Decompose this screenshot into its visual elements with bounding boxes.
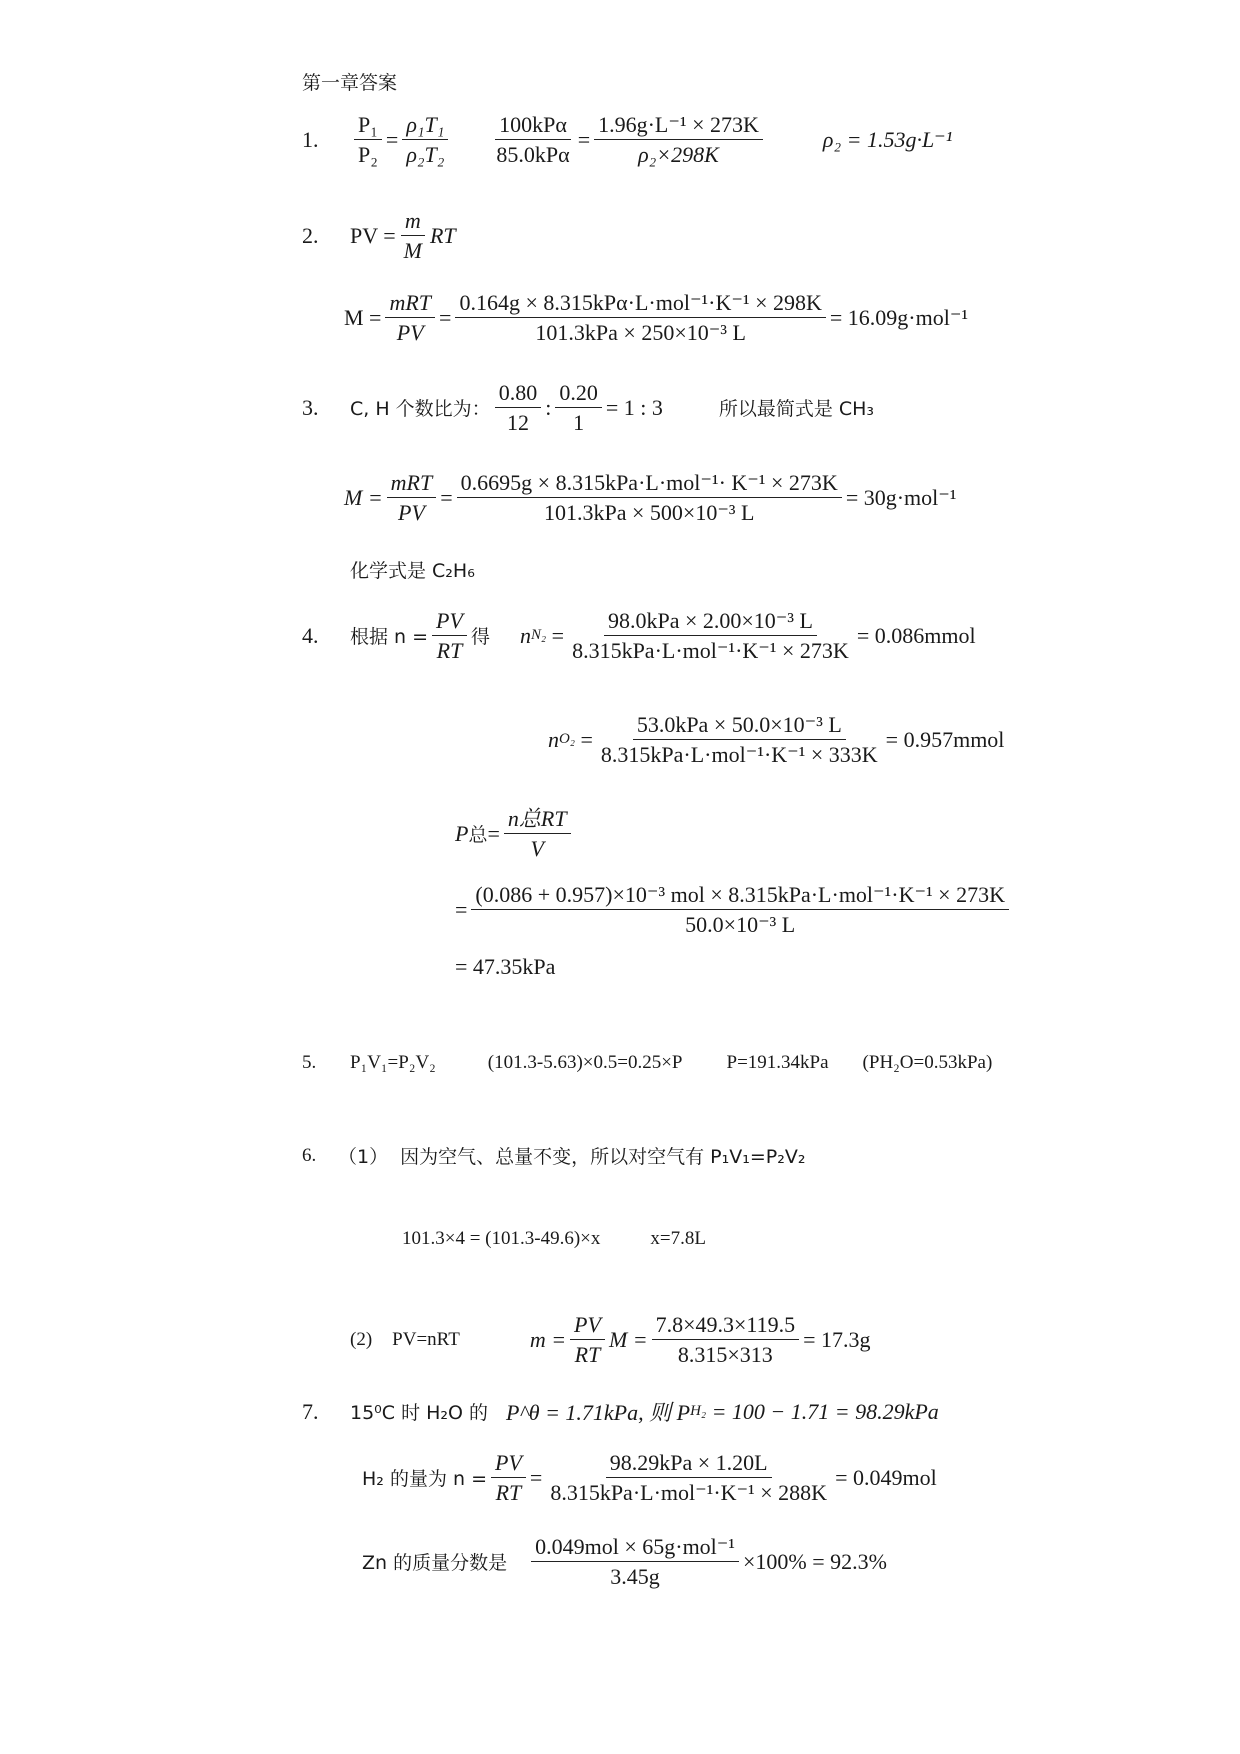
subscript: 总 — [468, 824, 488, 847]
result: = 30g·mol⁻¹ — [845, 484, 957, 510]
problem-1: 1. $\frac{\text{P₁}}{\text{P₂}}$ = $\frac{\text{ρ₁T₁}}{\text{ρ₂T₂}}$ $\frac{\text{100kPα}}{\text{85.0kPα}}$ = $\frac{\text{1.96g·L⁻¹ × 273K}}{\text{ρ₂×298K}}$ ρ₂ = 1.53g·L⁻¹ — [302, 112, 953, 168]
numerator: ρ₁T₁ — [402, 112, 448, 140]
fraction — [546, 1450, 831, 1506]
result: ×100% = 92.3% — [743, 1548, 887, 1574]
formula-text: 所以最简式是 CH₃ — [718, 398, 875, 421]
problem-number: 1. — [302, 126, 319, 152]
fraction — [400, 208, 426, 264]
denominator: ρ₂T₂ — [406, 142, 445, 168]
part-text: 因为空气、总量不变，所以对空气有 P₁V₁=P₂V₂ — [400, 1146, 806, 1168]
denominator: RT — [436, 638, 463, 664]
ratio-label: C, H 个数比为： — [350, 398, 491, 421]
problem-3-molar-mass: M = $\frac{\text{mRT}}{PV}$ = $\frac{\text{0.6695g × 8.315kPa·L·mol⁻¹· K⁻¹ × 273K}}{\text{101.3kPa × 500×10⁻³ L}}$ = 30g·mol⁻¹ — [344, 470, 957, 526]
subscript: H₂ — [690, 1403, 707, 1419]
result: = 1 : 3 — [605, 394, 663, 420]
fraction — [594, 112, 763, 168]
fraction — [457, 470, 842, 526]
part-text: PV=nRT — [392, 1328, 460, 1350]
fraction — [555, 380, 602, 436]
problem-4-result: = 47.35kPa — [455, 954, 556, 979]
problem-6 — [302, 1142, 805, 1169]
fraction — [387, 470, 437, 526]
denominator: PV — [396, 320, 424, 346]
equation-lhs: H₂ 的量为 n = — [362, 1468, 487, 1491]
equation: 101.3×4 = (101.3-49.6)×x — [402, 1228, 601, 1249]
numerator: n总RT — [504, 806, 571, 834]
basis-text: 根据 n = — [350, 626, 429, 649]
subscript: O₂ — [559, 731, 575, 748]
problem-6-equation — [402, 1228, 706, 1250]
problem-number: 3. — [302, 394, 319, 420]
numerator: 53.0kPa × 50.0×10⁻³ L — [633, 712, 846, 740]
problem-4-pressure-calc: = $\frac{\text{(0.086 + 0.957)×10⁻³ mol × 8.315kPa·L·mol⁻¹·K⁻¹ × 273K}}{\text{50.0×10⁻³ L}}$ — [455, 882, 1013, 938]
equation-lhs: PV = — [350, 222, 396, 248]
fraction — [354, 112, 382, 168]
denominator: 50.0×10⁻³ L — [685, 912, 796, 938]
note: (PH₂O=0.53kPa) — [862, 1052, 993, 1073]
part-label: (2) — [350, 1328, 373, 1350]
fraction — [531, 1534, 739, 1590]
numerator: 0.6695g × 8.315kPa·L·mol⁻¹· K⁻¹ × 273K — [457, 470, 842, 498]
problem-number: 4. — [302, 622, 319, 648]
denominator: 8.315kPa·L·mol⁻¹·K⁻¹ × 333K — [600, 742, 878, 768]
equation-rhs: RT — [429, 222, 456, 248]
numerator: 98.29kPa × 1.20L — [606, 1450, 772, 1478]
equation-mid: M = — [608, 1326, 648, 1352]
fraction — [504, 806, 571, 862]
problem-2 — [302, 208, 456, 264]
numerator: P₁ — [354, 112, 382, 140]
fraction — [570, 1312, 605, 1368]
problem-4: 4. 根据 n = $\frac{PV}{RT}$ 得 n N₂ = $\frac{\text{98.0kPa × 2.00×10⁻³ L}}{\text{8.315kPa·L·mol⁻¹·K⁻¹ × 273K}}$ = 0.086mmol — [302, 608, 976, 664]
chemical-formula: 化学式是 C₂H₆ — [350, 560, 475, 582]
problem-7-zinc — [362, 1534, 887, 1590]
denominator: V — [530, 836, 544, 862]
denominator: 3.45g — [610, 1564, 660, 1590]
fraction — [652, 1312, 800, 1368]
denominator: 8.315×313 — [677, 1342, 773, 1368]
denominator: PV — [398, 500, 425, 526]
numerator: 98.0kPa × 2.00×10⁻³ L — [604, 608, 817, 636]
result: x=7.8L — [650, 1228, 706, 1249]
numerator: 7.8×49.3×119.5 — [652, 1312, 800, 1340]
denominator: 8.315kPa·L·mol⁻¹·K⁻¹ × 273K — [572, 638, 849, 664]
equation-lhs: M = — [344, 484, 383, 510]
result: = 0.049mol — [835, 1464, 937, 1490]
result: = 100 − 1.71 = 98.29kPa — [711, 1398, 939, 1424]
fraction — [455, 290, 825, 346]
variable: n — [519, 622, 531, 648]
result: ρ₂ = 1.53g·L⁻¹ — [822, 126, 953, 152]
denominator: M — [403, 238, 422, 264]
fraction — [471, 882, 1009, 938]
condition-text: 15⁰C 时 H₂O 的 — [350, 1402, 489, 1424]
fraction — [432, 608, 467, 664]
problem-number: 6. — [302, 1144, 317, 1166]
equation: P₁V₁=P₂V₂ — [350, 1052, 436, 1073]
problem-7 — [302, 1396, 939, 1427]
problem-2-molar-mass: M = $\frac{\text{mRT}}{PV}$ = $\frac{\text{0.164g × 8.315kPα·L·mol⁻¹·K⁻¹ × 298K}}{\text{101.3kPa × 250×10⁻³ L}}$ = 16.09g·mol⁻¹ — [344, 290, 969, 346]
denominator: 8.315kPa·L·mol⁻¹·K⁻¹ × 288K — [550, 1480, 828, 1506]
numerator: PV — [432, 608, 467, 636]
result: = 16.09g·mol⁻¹ — [829, 304, 969, 330]
denominator: P₂ — [358, 142, 378, 168]
subscript: N₂ — [530, 627, 547, 644]
basis-suffix: 得 — [470, 626, 490, 649]
numerator: mRT — [385, 290, 435, 318]
numerator: (0.086 + 0.957)×10⁻³ mol × 8.315kPa·L·mol⁻¹·K⁻¹ × 273K — [471, 882, 1009, 910]
problem-3: 3. C, H 个数比为： $\frac{0.80}{12}$ : $\frac{0.20}{1}$ = 1 : 3 所以最简式是 CH₃ — [302, 380, 875, 436]
equation-lhs: M = — [344, 304, 382, 330]
equation-lhs: m = — [529, 1326, 567, 1352]
numerator: mRT — [387, 470, 437, 498]
denominator: 12 — [506, 410, 529, 436]
denominator: RT — [574, 1342, 601, 1368]
problem-7-hydrogen: H₂ 的量为 n = $\frac{PV}{RT}$ = $\frac{\text{98.29kPa × 1.20L}}{\text{8.315kPa·L·mol⁻¹·K⁻¹ × 288K}}$ = 0.049mol — [362, 1450, 937, 1506]
result: = 0.086mmol — [856, 622, 976, 648]
problem-5 — [302, 1052, 992, 1074]
variable: n — [548, 726, 559, 752]
equation: P^θ = 1.71kPa, 则 P — [506, 1400, 691, 1425]
fraction — [495, 380, 542, 436]
numerator: 100kPα — [495, 112, 571, 140]
fraction — [402, 112, 448, 168]
problem-6-part2 — [350, 1312, 871, 1368]
result: = 0.957mmol — [885, 726, 1005, 752]
denominator: ρ₂×298K — [638, 142, 719, 168]
numerator: 0.20 — [555, 380, 602, 408]
problem-4-total-pressure: P 总 = $\frac{\text{n总RT}}{V}$ — [455, 806, 575, 862]
numerator: 0.049mol × 65g·mol⁻¹ — [531, 1534, 739, 1562]
denominator: 85.0kPα — [496, 142, 570, 168]
numerator: PV — [491, 1450, 526, 1478]
numerator: 0.164g × 8.315kPα·L·mol⁻¹·K⁻¹ × 298K — [455, 290, 825, 318]
equation: (101.3-5.63)×0.5=0.25×P — [487, 1052, 683, 1073]
problem-number: 2. — [302, 222, 319, 248]
result: = 17.3g — [803, 1326, 871, 1352]
numerator: PV — [570, 1312, 605, 1340]
numerator: 1.96g·L⁻¹ × 273K — [594, 112, 763, 140]
fraction — [385, 290, 435, 346]
denominator: 1 — [573, 410, 585, 436]
page-title: 第一章答案 — [302, 72, 398, 94]
label: Zn 的质量分数是 — [362, 1552, 508, 1575]
fraction — [491, 1450, 526, 1506]
numerator: m — [401, 208, 425, 236]
fraction — [492, 112, 573, 168]
fraction — [568, 608, 853, 664]
variable: P — [455, 820, 469, 846]
denominator: RT — [495, 1480, 522, 1506]
numerator: 0.80 — [495, 380, 542, 408]
problem-number: 5. — [302, 1052, 317, 1073]
problem-number: 7. — [302, 1398, 319, 1424]
part-label: （1） — [338, 1146, 389, 1168]
problem-4-oxygen: n O₂ = $\frac{\text{53.0kPa × 50.0×10⁻³ L}}{\text{8.315kPa·L·mol⁻¹·K⁻¹ × 333K}}$ = 0.957mmol — [548, 712, 1005, 768]
fraction — [597, 712, 882, 768]
result: P=191.34kPa — [726, 1052, 829, 1073]
denominator: 101.3kPa × 500×10⁻³ L — [544, 500, 755, 526]
denominator: 101.3kPa × 250×10⁻³ L — [535, 320, 746, 346]
